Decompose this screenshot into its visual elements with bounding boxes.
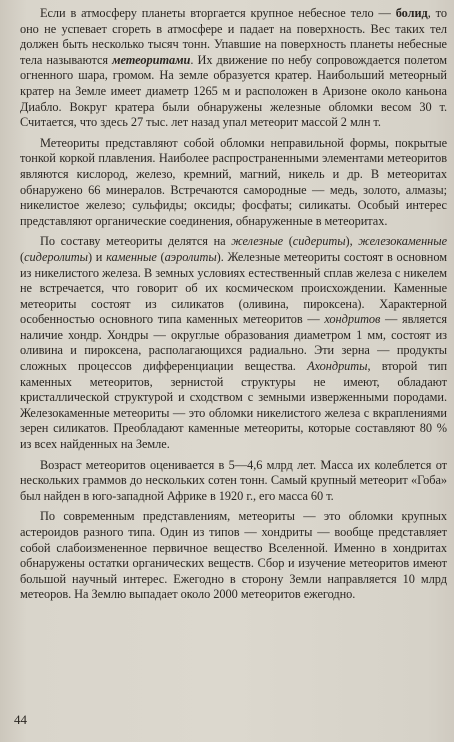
text-run: . Их движение по небу сопровождается полетом огненного шара, громом. На земле образуется кратер. Наибольший метеорный кратер на Земле имеет диаметр 1265 м и расположен в Аризоне около каньона Диабло. Вокруг кратера были обнаружены железные обломки весом 30 т. Считается, что здесь 27 тыс. лет назад упал метеорит массой 2 млн т. bbox=[20, 52, 447, 130]
text-run: ) и bbox=[87, 249, 107, 264]
text-run: ( bbox=[20, 249, 25, 264]
text-run: , второй тип каменных метеоритов, зернистой структуры не имеют, обладают кристаллической структурой и сходством с земными изверженными породами. Железокаменные метеориты — это обломки никелистого железа с вкраплениями зерен силикатов. Преобладают каменные метеориты, которые составляют 80 % из всех найденных на Земле. bbox=[20, 359, 448, 452]
page-number: 44 bbox=[14, 712, 27, 727]
emphasized-term: железокаменные bbox=[358, 234, 447, 249]
emphasized-term: сидеролиты bbox=[24, 249, 88, 264]
text-run: По современным представлениям, метеориты — это обломки крупных астероидов разного типа. Один из типов — хондриты — вообще представляет собой слабоизмененное первичное вещество Вселенной. Именно в хондритах обнаружены остатки органических веществ. Сбор и изучение метеоритов имеют большой научный интерес. Ежегодно в сторону Земли направляется 10 млрд метеоров. На Землю выпадает около 2000 метеоритов ежегодно. bbox=[20, 509, 447, 602]
text-run: Возраст метеоритов оценивается в 5—4,6 млрд лет. Масса их колеблется от нескольких граммов до нескольких сотен тонн. Самый крупный метеорит «Гоба» был найден в юго-западной Африке в 1920 г., его масса 60 т. bbox=[20, 457, 447, 503]
text-run: , то оно не успевает сгореть в атмосфере и падает на поверхность. Вес таких тел должен быть несколько тысяч тонн. Упавшие на поверхность планеты небесные тела называются bbox=[20, 6, 447, 67]
text-run: ( bbox=[156, 249, 165, 264]
emphasized-term: железные bbox=[231, 234, 284, 249]
text-run: ( bbox=[283, 234, 293, 249]
text-run: ), bbox=[345, 234, 359, 249]
paragraph bbox=[20, 458, 447, 505]
emphasized-term: Ахондриты bbox=[307, 359, 368, 374]
paragraph bbox=[20, 509, 447, 603]
text-run: ). Железные метеориты состоят в основном из никелистого железа. В земных условиях естественный сплав железа с никелем не встречается, что говорит об их космическом происхождении. Каменные метеориты состоят из силикатов (оливина, пироксена). Характерной особенностью основного типа каменных метеоритов — bbox=[20, 249, 447, 327]
emphasized-term: болид bbox=[395, 6, 428, 20]
paragraph bbox=[20, 136, 447, 230]
emphasized-term: хондритов bbox=[324, 312, 381, 327]
emphasized-term: аэролиты bbox=[164, 249, 217, 264]
text-run: По составу метеориты делятся на bbox=[40, 234, 232, 249]
paragraph bbox=[20, 6, 447, 131]
text-run: Если в атмосферу планеты вторгается крупное небесное тело — bbox=[40, 6, 396, 20]
paragraph bbox=[20, 234, 447, 452]
text-run: — является наличие хондр. Хондры — округлые образования диаметром 1 мм, состоят из оливина и пироксена, располагающихся радиально. Эти зерна — продукты сложных процессов дифференциации вещества. bbox=[20, 312, 447, 374]
text-run: Метеориты представляют собой обломки неправильной формы, покрытые тонкой коркой плавления. Наиболее распространенными элементами метеоритов являются кислород, железо, кремний, магний, никель и др. В метеоритах обнаружено 66 минералов. Встречаются самородные — медь, золото, алмазы; никелистое железо; сульфиды; оксиды; фосфаты; силикаты. Особый интерес представляют органические соединения, обнаруженные в метеоритах. bbox=[20, 135, 447, 228]
emphasized-term: метеоритами bbox=[112, 52, 191, 67]
emphasized-term: каменные bbox=[106, 249, 157, 264]
body-text bbox=[20, 6, 447, 603]
emphasized-term: сидериты bbox=[292, 234, 346, 249]
